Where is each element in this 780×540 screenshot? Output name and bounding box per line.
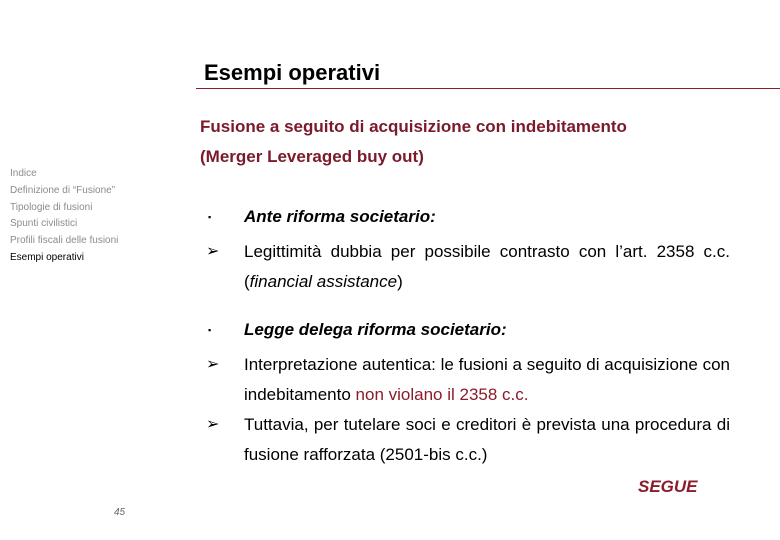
section-2-heading-row: [206, 315, 730, 345]
page-number: 45: [114, 507, 126, 518]
nav-item-profili[interactable]: Profili fiscali delle fusioni: [10, 235, 119, 247]
subtitle-line-1: Fusione a seguito di acquisizione con indebitamento: [200, 117, 627, 136]
slide-title: Esempi operativi: [204, 60, 381, 85]
section-1-point-1: [206, 237, 730, 297]
nav-item-tipologie[interactable]: Tipologie di fusioni: [10, 201, 93, 213]
arrow-bullet-icon: ➢: [206, 243, 220, 260]
section-1-heading-row: [206, 202, 730, 232]
subtitle-line-2: (Merger Leveraged buy out): [200, 147, 424, 166]
slide-content: [206, 202, 730, 470]
nav-item-esempi-active[interactable]: Esempi operativi: [10, 251, 84, 263]
square-bullet-icon: ▪: [208, 325, 212, 335]
side-navigation: [10, 166, 118, 267]
financial-assistance-term: financial assistance: [249, 272, 398, 291]
section-1-heading: Ante riforma societario:: [244, 207, 436, 226]
section-2-point-2-text: Tuttavia, per tutelare soci e creditori è prevista una procedura di fusione rafforzata (2501-bis c.c.): [244, 415, 730, 464]
section-2-heading: Legge delega riforma societario:: [244, 320, 507, 339]
section-2-point-1: [206, 350, 730, 410]
nav-item-spunti[interactable]: Spunti civilistici: [10, 218, 78, 230]
highlighted-phrase: non violano il 2358 c.c.: [355, 385, 529, 404]
arrow-bullet-icon: ➢: [206, 356, 220, 373]
section-2-point-1-text: Interpretazione autentica: le fusioni a seguito di acquisizione con indebitamento non violano il 2358 c.c.: [244, 355, 730, 404]
square-bullet-icon: ▪: [208, 212, 212, 222]
arrow-bullet-icon: ➢: [206, 416, 220, 433]
section-1-point-1-text: Legittimità dubbia per possibile contrasto con l’art. 2358 c.c. (financial assistance): [244, 242, 730, 291]
nav-item-indice[interactable]: Indice: [10, 168, 37, 179]
nav-item-definizione[interactable]: Definizione di “Fusione”: [10, 184, 116, 196]
section-2-point-2: [206, 410, 730, 470]
title-divider: [196, 88, 780, 89]
segue-link[interactable]: SEGUE: [638, 477, 698, 496]
